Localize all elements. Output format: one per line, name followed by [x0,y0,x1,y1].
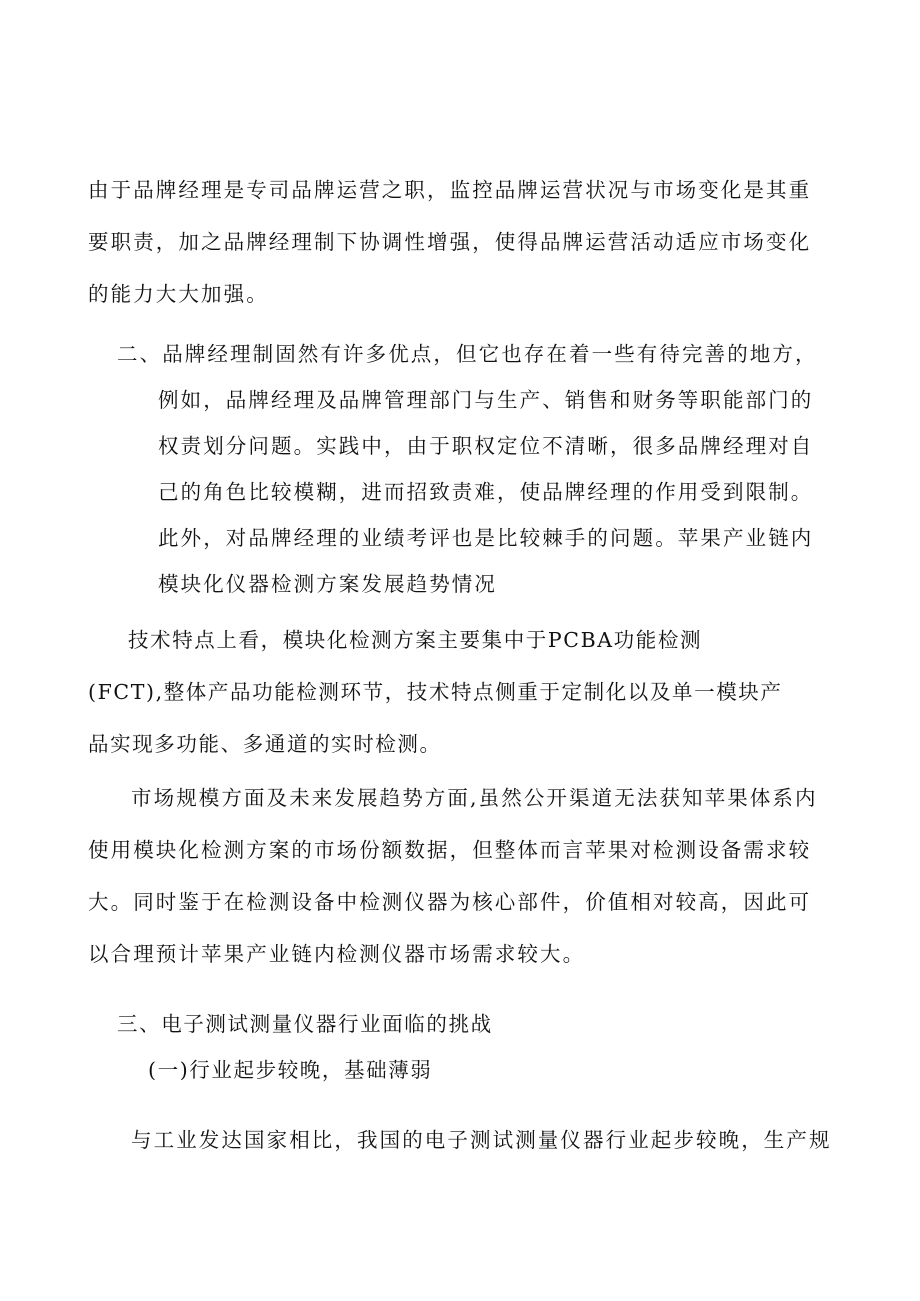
text-line: 要职责，加之品牌经理制下协调性增强，使得品牌运营活动适应市场变化 [88,230,812,254]
subsection-heading: (一)行业起步较晚，基础薄弱 [148,1058,433,1082]
text-line: 使用模块化检测方案的市场份额数据，但整体而言苹果对检测设备需求较 [88,838,812,862]
section-heading-3: 三、电子测试测量仪器行业面临的挑战 [117,1012,493,1036]
text-line: (FCT),整体产品功能检测环节，技术特点侧重于定制化以及单一模块产 [88,680,783,704]
text-line: 模块化仪器检测方案发展趋势情况 [158,572,497,596]
text-line: 市场规模方面及未来发展趋势方面,虽然公开渠道无法获知苹果体系内 [131,786,818,810]
text-line: 此外，对品牌经理的业绩考评也是比较棘手的问题。苹果产业链内 [158,526,814,550]
text-line: 以合理预计苹果产业链内检测仪器市场需求较大。 [88,942,586,966]
text-line: 大。同时鉴于在检测设备中检测仪器为核心部件，价值相对较高，因此可 [88,890,812,914]
text-line: 例如，品牌经理及品牌管理部门与生产、销售和财务等职能部门的 [158,388,814,412]
text-line: 品实现多功能、多通道的实时检测。 [88,732,442,756]
text-line: 技术特点上看，模块化检测方案主要集中于PCBA功能检测 [128,628,703,652]
text-line: 的能力大大加强。 [88,282,269,306]
text-line: 由于品牌经理是专司品牌运营之职，监控品牌运营状况与市场变化是其重 [88,178,812,202]
text-line: 与工业发达国家相比，我国的电子测试测量仪器行业起步较晚，生产规 [131,1128,832,1152]
text-line: 权责划分问题。实践中，由于职权定位不清晰，很多品牌经理对自 [158,434,814,458]
text-line: 己的角色比较模糊，进而招致责难，使品牌经理的作用受到限制。 [158,480,814,504]
text-line: 二、品牌经理制固然有许多优点，但它也存在着一些有待完善的地方， [117,342,818,366]
